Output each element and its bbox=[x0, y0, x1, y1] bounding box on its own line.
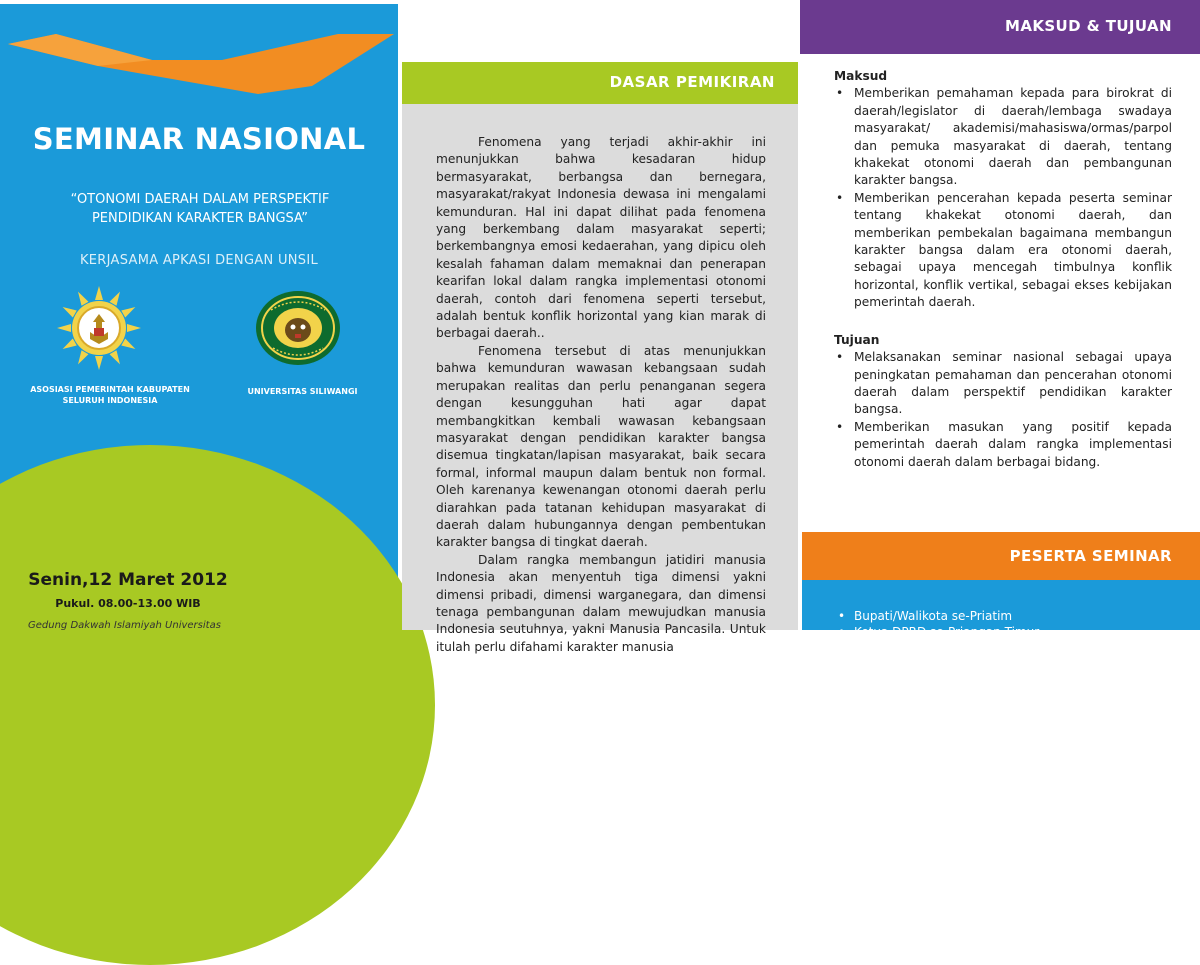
list-item: • Melaksanakan seminar nasional sebagai upaya peningkatan pemahaman dan pencerahan otonomi daerah dalam perspektif pendidikan karakter bangsa. bbox=[834, 349, 1172, 419]
list-item: • Memberikan pemahaman kepada para birokrat di daerah/legislator di daerah/lembaga swadaya masyarakat/ akademisi/mahasiswa/ormas/parpol dan pemuka masyarakat di daerah, tentang khakekat otonomi daerah dan pembangunan karakter bangsa. bbox=[834, 85, 1172, 189]
dasar-pemikiran-title: DASAR PEMIKIRAN bbox=[609, 73, 775, 91]
maksud-list bbox=[834, 85, 1172, 311]
event-date: Senin,12 Maret 2012 bbox=[28, 570, 228, 590]
list-item: • Bupati/Walikota se-Priatim bbox=[836, 608, 1039, 624]
top-strip bbox=[0, 0, 398, 4]
peserta-seminar-body bbox=[802, 580, 1200, 639]
list-item: • Memberikan pencerahan kepada peserta seminar tentang khakekat otonomi daerah, dan memberikan pembekalan bagaimana membangun karakter bangsa dalam era otonomi daerah, sebagai upaya mencegah timbulnya konflik horizontal, konflik vertikal, sebagai ekses kebijakan pemerintah daerah. bbox=[834, 190, 1172, 312]
left-panel bbox=[0, 0, 398, 630]
unsil-logo-icon bbox=[255, 290, 341, 366]
seminar-title: SEMINAR NASIONAL bbox=[32, 122, 366, 156]
dasar-pemikiran-body bbox=[436, 134, 766, 656]
chevron-banner-icon bbox=[0, 30, 398, 100]
maksud-tujuan-header bbox=[800, 0, 1200, 54]
middle-top-space bbox=[402, 0, 798, 62]
right-panel bbox=[800, 0, 1200, 639]
tujuan-label: Tujuan bbox=[834, 332, 880, 347]
maksud-label: Maksud bbox=[834, 69, 888, 83]
paragraph-3: Dalam rangka membangun jatidiri manusia Indonesia akan menyentuh tiga dimensi yakni dimensi pribadi, dimensi warganegara, dan dimensi tenaga pembangunan dalam mewujudkan manusia Indonesia seutuhnya, yakni Manusia Pancasila. Untuk itulah perlu difahami karakter manusia bbox=[436, 552, 766, 654]
event-time: Pukul. 08.00-13.00 WIB bbox=[55, 597, 201, 610]
middle-panel bbox=[402, 0, 798, 654]
paragraph-1: Fenomena yang terjadi akhir-akhir ini menunjukkan bahwa kesadaran hidup bermasyarakat, berbangsa dan bernegara, masyarakat/rakyat Indonesia dewasa ini mengalami kemunduran. Hal ini dapat dilihat pada fenomena yang berkembang dalam masyarakat seperti; berkembangnya emosi kedaerahan, yang dipicu oleh kesalah fahaman dalam memaknai dan penerapan kearifan lokal dalam rangka implementasi otonomi daerah, contoh dari fenomena seperti tersebut, adalah bentuk konflik horizontal yang kian marak di berbagai daerah.. bbox=[436, 135, 766, 341]
list-item: • Ketua DPRD se-Priangan Timur bbox=[836, 624, 1039, 640]
apkasi-label bbox=[20, 384, 200, 406]
list-item: • Memberikan masukan yang positif kepada pemerintah daerah dalam rangka implementasi otonomi daerah dalam berbagai bidang. bbox=[834, 419, 1172, 471]
maksud-tujuan-title: MAKSUD & TUJUAN bbox=[1005, 17, 1172, 35]
apkasi-label-line-1: ASOSIASI PEMERINTAH KABUPATEN bbox=[30, 385, 190, 394]
event-venue: Gedung Dakwah Islamiyah Universitas bbox=[28, 620, 221, 631]
tujuan-list bbox=[834, 349, 1172, 471]
maksud-tujuan-body bbox=[834, 68, 1172, 471]
theme-line-2: PENDIDIKAN KARAKTER BANGSA” bbox=[91, 211, 309, 226]
apkasi-label-line-2: SELURUH INDONESIA bbox=[62, 396, 158, 405]
kerjasama-text: KERJASAMA APKASI DENGAN UNSIL bbox=[79, 253, 319, 268]
seminar-theme bbox=[40, 190, 360, 228]
peserta-seminar-header bbox=[802, 532, 1200, 580]
unsil-label: UNIVERSITAS SILIWANGI bbox=[247, 387, 358, 396]
peserta-seminar-title: PESERTA SEMINAR bbox=[1009, 547, 1172, 565]
dasar-pemikiran-header bbox=[402, 62, 798, 104]
theme-line-1: “OTONOMI DAERAH DALAM PERSPEKTIF bbox=[70, 192, 330, 207]
peserta-list bbox=[836, 608, 1039, 640]
apkasi-logo-icon bbox=[55, 284, 143, 372]
paragraph-2: Fenomena tersebut di atas menunjukkan bahwa kemunduran wawasan kebangsaan sudah merupakan realitas dan perlu penanganan segera dengan kesungguhan hati agar dapat membangkitkan kembali wawasan kebangsaan masyarakat dengan pendidikan karakter bangsa disemua tingkatan/lapisan masyarakat, baik secara formal, informal maupun dalam bentuk non formal. Oleh karenanya kewenangan otonomi daerah perlu diarahkan pada tatanan kehidupan masyarakat di daerah dalam hubungannya dengan pembentukan karakter bangsa di tingkat daerah. bbox=[436, 343, 766, 550]
green-circle-decoration bbox=[0, 445, 435, 965]
